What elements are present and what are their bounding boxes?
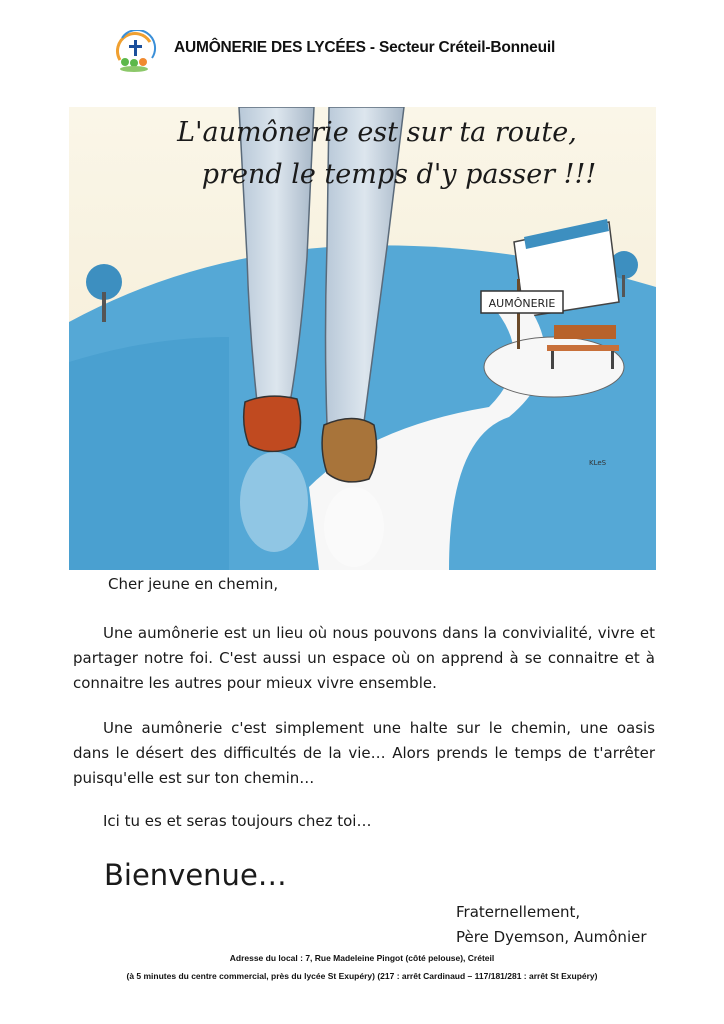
footer-address: Adresse du local : 7, Rue Madeleine Pingot (côté pelouse), Créteil	[229, 953, 495, 963]
page-header	[112, 30, 612, 74]
cartoon-caption-line1: L'aumônerie est sur ta route,	[177, 117, 577, 148]
footer-directions: (à 5 minutes du centre commercial, près du lycée St Exupéry) (217 : arrêt Cardinaud – 117/181/281 : arrêt St Exupéry)	[126, 971, 598, 981]
letter-paragraph-1: Une aumônerie est un lieu où nous pouvons dans la convivialité, vivre et partager notre foi. C'est aussi un espace où on apprend à se connaitre et à connaitre les autres pour mieux vivre ensemble.	[73, 624, 655, 692]
aumonerie-logo	[112, 30, 158, 74]
header-title: AUMÔNERIE DES LYCÉES - Secteur Créteil-Bonneuil	[174, 39, 556, 56]
letter-closing: Fraternellement,	[456, 903, 581, 921]
artist-signature: KLeS	[589, 459, 607, 467]
cartoon-caption-line2: prend le temps d'y passer !!!	[201, 159, 597, 190]
welcome-heading: Bienvenue…	[104, 858, 287, 892]
letter-paragraph-2: Une aumônerie c'est simplement une halte sur le chemin, une oasis dans le désert des difficultés de la vie… Alors prends le temps de t'arrêter puisqu'elle est sur ton chemin…	[73, 719, 655, 787]
letter-salutation: Cher jeune en chemin,	[108, 575, 279, 593]
letter-paragraph-3: Ici tu es et seras toujours chez toi…	[103, 812, 372, 830]
letter-signature: Père Dyemson, Aumônier	[456, 928, 647, 946]
signpost-label: AUMÔNERIE	[488, 297, 556, 310]
letter-signature-block	[456, 900, 647, 950]
cartoon-illustration	[69, 107, 656, 570]
